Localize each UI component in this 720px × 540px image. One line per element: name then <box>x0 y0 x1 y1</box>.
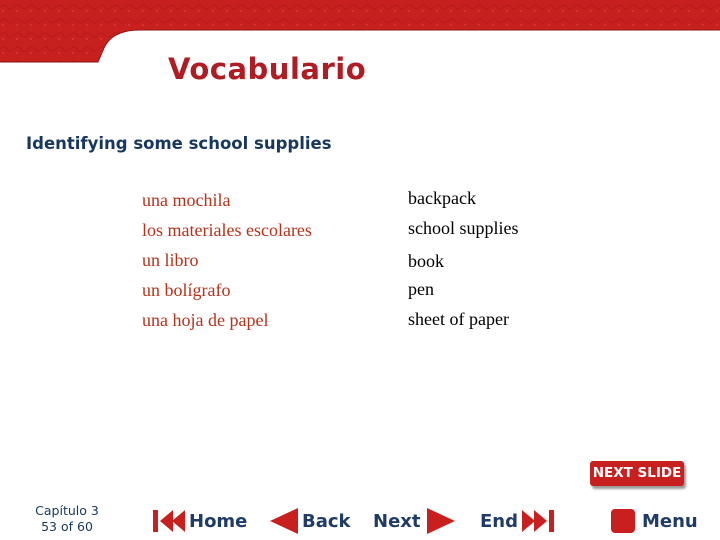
vocab-definition: school supplies <box>408 218 519 238</box>
next-arrow-icon <box>425 506 457 536</box>
chapter-info <box>22 503 112 535</box>
page-indicator: 53 of 60 <box>41 519 93 534</box>
back-arrow-icon <box>268 506 300 536</box>
next-button[interactable] <box>373 503 457 539</box>
home-icon <box>152 507 186 535</box>
vocab-term: los materiales escolares <box>142 220 312 240</box>
vocab-term: un bolígrafo <box>142 280 231 300</box>
home-button[interactable] <box>152 503 247 539</box>
back-button[interactable] <box>268 503 351 539</box>
vocab-term: un libro <box>142 250 199 270</box>
vocab-definition: pen <box>408 279 434 299</box>
menu-button[interactable] <box>610 503 698 539</box>
home-label: Home <box>189 510 248 532</box>
end-label: End <box>480 510 518 532</box>
vocab-definition: book <box>408 251 444 271</box>
end-icon <box>521 507 555 535</box>
end-button[interactable] <box>480 503 555 539</box>
slide-subtitle: Identifying some school supplies <box>26 134 332 153</box>
next-label: Next <box>373 510 421 532</box>
back-label: Back <box>302 510 351 532</box>
vocab-definition: sheet of paper <box>408 309 509 329</box>
vocab-term: una hoja de papel <box>142 310 269 330</box>
vocab-term: una mochila <box>142 190 231 210</box>
vocab-definition: backpack <box>408 188 476 208</box>
menu-label: Menu <box>642 510 698 532</box>
slide-title: Vocabulario <box>168 52 367 86</box>
chapter-label: Capítulo 3 <box>35 503 99 518</box>
next-slide-button[interactable]: NEXT SLIDE <box>590 461 684 486</box>
menu-icon <box>610 508 636 534</box>
